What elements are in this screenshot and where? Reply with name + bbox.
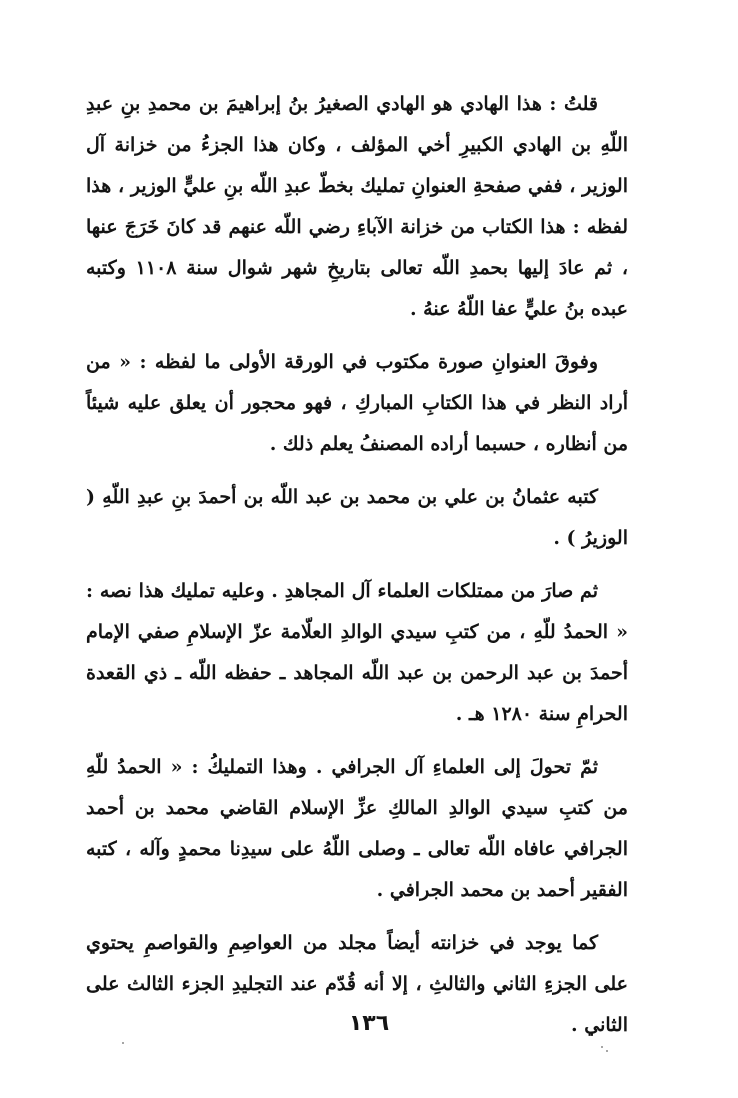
page-number: ١٣٦ bbox=[348, 1011, 390, 1036]
paragraph-3: كتبه عثمانُ بن علي بن محمد بن عبد اللّه بن أحمدَ بنِ عبدِ اللّهِ ( الوزيرُ ) . bbox=[86, 486, 628, 549]
scan-speck bbox=[606, 1050, 608, 1052]
paragraph-4: ثم صارَ من ممتلكات العلماء آل المجاهدِ . وعليه تمليك هذا نصه : « الحمدُ للّهِ ، من كتبِ سيدي الوالدِ العلّامة عزّ الإسلامِ صفي الإمام أحمدَ بن عبد الرحمن بن عبد اللّه المجاهد ـ حفظه اللّه ـ ذي القعدة الحرامِ سنة ١٢٨٠ هـ . bbox=[86, 580, 628, 725]
paragraph-5: ثمّ تحولَ إلى العلماءِ آل الجرافي . وهذا التمليكُ : « الحمدُ للّهِ من كتبِ سيدي الوالدِ المالكِ عزِّ الإسلام القاضي محمد بن أحمد الجرافي عافاه اللّه تعالى ـ وصلى اللّهُ على سيدِنا محمدٍ وآله ، كتبه الفقير أحمد بن محمد الجرافي . bbox=[86, 756, 628, 901]
paragraph-6: كما يوجد في خزانته أيضاً مجلد من العواصِمِ والقواصمِ يحتوي على الجزءِ الثاني والثالثِ ، إلا أنه قُدّم عند التجليدِ الجزء الثالث على الثاني . bbox=[86, 932, 628, 1036]
paragraph-1: قلتُ : هذا الهادي هو الهادي الصغيرُ بنُ إبراهيمَ بن محمدِ بنِ عبدِ اللّهِ بن الهادي الكبيرِ أخي المؤلف ، وكان هذا الجزءُ من خزانة آل الوزير ، ففي صفحةِ العنوانِ تمليك بخطّ عبدِ اللّه بنِ عليٍّ الوزير ، هذا لفظه : هذا الكتاب من خزانة الآباءِ رضي اللّه عنهم قد كانَ خَرَجَ عنها ، ثم عادَ إليها بحمدِ اللّه تعالى بتاريخِ شهر شوال سنة ١١٠٨ وكتبه عبده بنُ عليٍّ عفا اللّهُ عنهُ . bbox=[86, 93, 628, 320]
text-body bbox=[86, 84, 628, 1046]
scan-speck bbox=[601, 1046, 603, 1048]
scan-speck bbox=[122, 1042, 124, 1044]
paragraph-2: وفوقَ العنوانِ صورة مكتوب في الورقة الأولى ما لفظه : « من أراد النظر في هذا الكتابِ المباركِ ، فهو محجور أن يعلق عليه شيئاً من أنظاره ، حسبما أراده المصنفُ يعلم ذلك . bbox=[86, 351, 628, 455]
